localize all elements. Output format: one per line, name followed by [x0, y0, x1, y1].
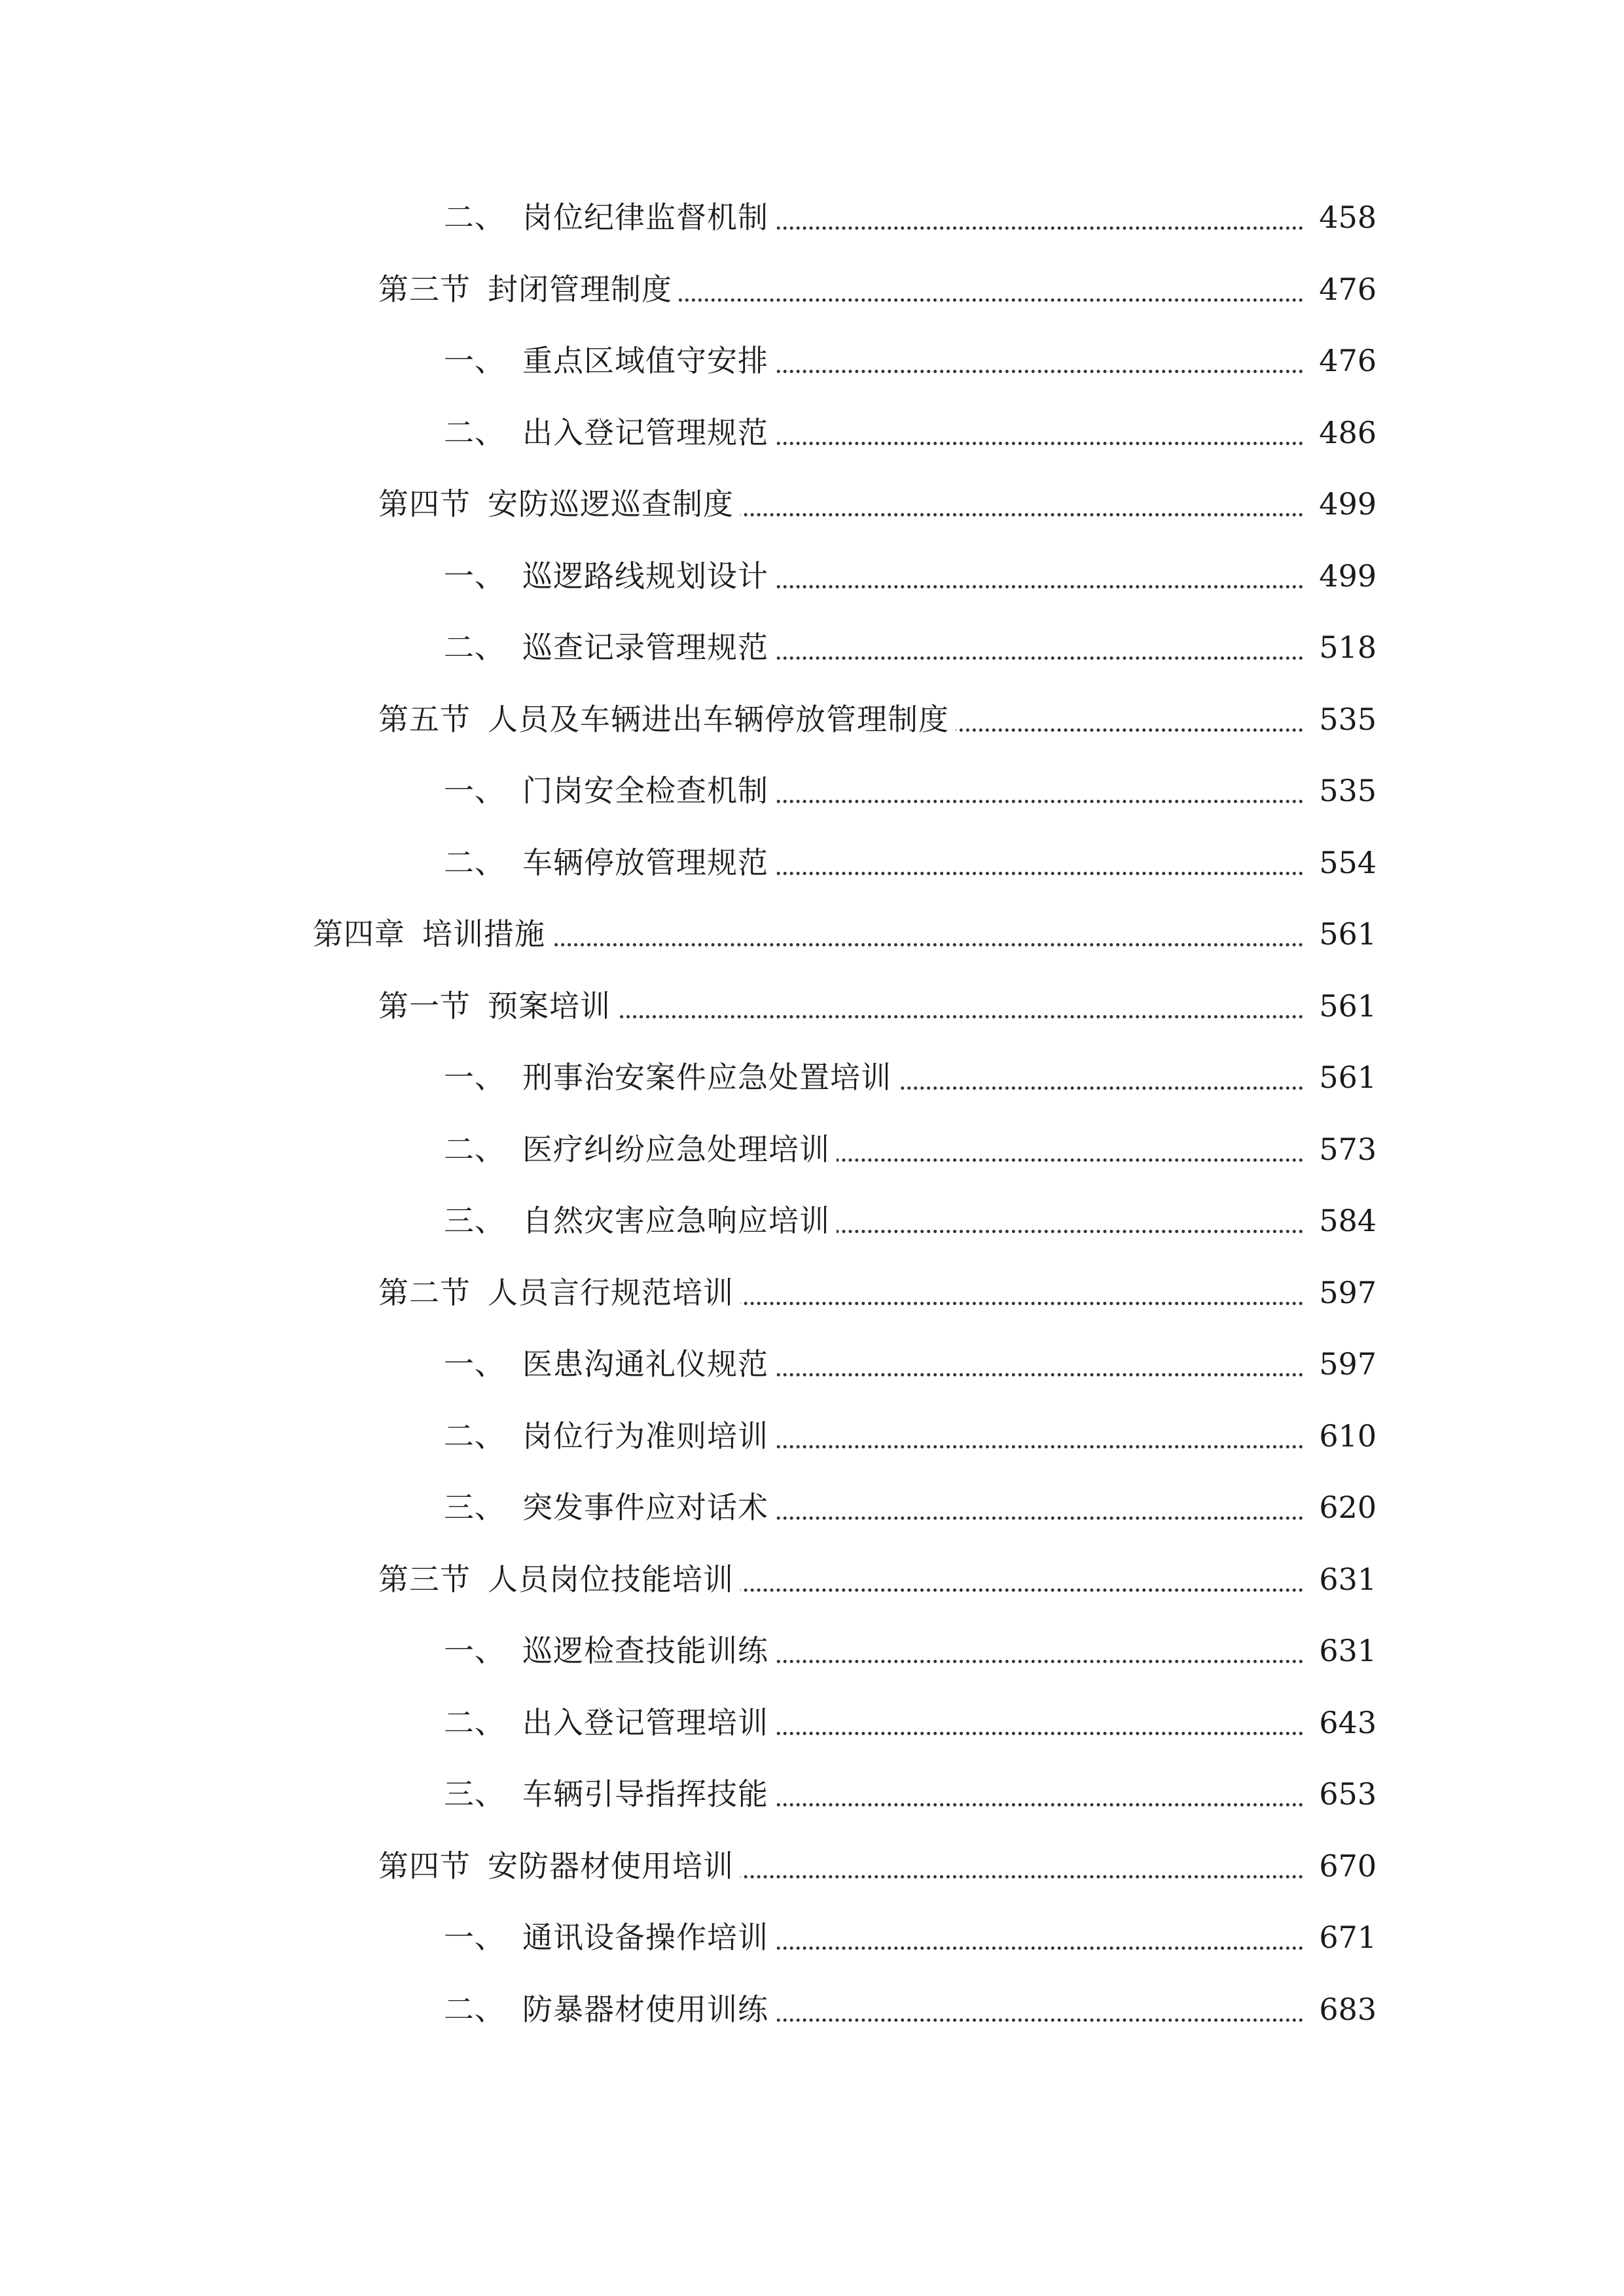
entry-title: 人员言行规范培训: [488, 1275, 734, 1310]
toc-entry[interactable]: [0, 1696, 1624, 1749]
entry-number: 第五节: [378, 702, 471, 737]
entry-number: 第三节: [378, 1562, 471, 1597]
toc-entry[interactable]: [0, 478, 1624, 530]
entry-title: 自然灾害应急响应培训: [522, 1203, 830, 1238]
entry-number: 三、: [444, 1490, 505, 1525]
entry-number: 一、: [444, 1346, 505, 1382]
entry-title: 出入登记管理规范: [522, 415, 768, 450]
entry-title: 安防器材使用培训: [488, 1848, 734, 1884]
entry-page-number: 643: [1305, 1696, 1377, 1749]
entry-title: 安防巡逻巡查制度: [488, 486, 734, 522]
entry-page-number: 620: [1305, 1481, 1377, 1534]
entry-page-number: 631: [1305, 1553, 1377, 1605]
entry-page-number: 653: [1305, 1768, 1377, 1820]
entry-title: 医患沟通礼仪规范: [522, 1346, 768, 1382]
entry-text: [444, 1338, 775, 1390]
toc-entry[interactable]: [0, 1266, 1624, 1319]
entry-title: 岗位行为准则培训: [522, 1418, 768, 1454]
entry-text: [444, 764, 775, 817]
entry-text: [444, 1194, 837, 1247]
toc-entry[interactable]: [0, 1410, 1624, 1462]
entry-page-number: 561: [1305, 908, 1377, 960]
entry-page-number: 554: [1305, 836, 1377, 889]
entry-number: 第四章: [313, 916, 405, 952]
entry-number: 二、: [444, 1705, 505, 1740]
entry-page-number: 671: [1305, 1911, 1377, 1964]
entry-number: 三、: [444, 1203, 505, 1238]
entry-number: 二、: [444, 1132, 505, 1167]
entry-title: 巡逻检查技能训练: [522, 1633, 768, 1668]
entry-text: [444, 1768, 775, 1820]
entry-number: 一、: [444, 1060, 505, 1095]
entry-text: [444, 1911, 775, 1964]
entry-number: 二、: [444, 200, 505, 235]
entry-title: 预案培训: [488, 988, 611, 1024]
toc-entry[interactable]: [0, 1338, 1624, 1390]
entry-page-number: 561: [1305, 1051, 1377, 1103]
entry-title: 培训措施: [422, 916, 545, 952]
entry-number: 二、: [444, 845, 505, 880]
toc-entry[interactable]: [0, 764, 1624, 817]
entry-text: [444, 334, 775, 387]
entry-text: [444, 1696, 775, 1749]
toc-entry[interactable]: [0, 621, 1624, 673]
entry-title: 出入登记管理培训: [522, 1705, 768, 1740]
entry-text: [313, 908, 552, 960]
entry-title: 人员及车辆进出车辆停放管理制度: [488, 702, 949, 737]
entry-text: [444, 836, 775, 889]
entry-text: [378, 478, 740, 530]
toc-entry[interactable]: [0, 1553, 1624, 1605]
entry-number: 一、: [444, 1633, 505, 1668]
entry-page-number: 535: [1305, 693, 1377, 745]
entry-text: [378, 263, 679, 315]
entry-page-number: 535: [1305, 764, 1377, 817]
entry-text: [444, 1983, 775, 2036]
entry-number: 一、: [444, 343, 505, 378]
entry-text: [378, 980, 617, 1032]
entry-title: 人员岗位技能培训: [488, 1562, 734, 1597]
entry-number: 二、: [444, 630, 505, 665]
entry-number: 二、: [444, 1992, 505, 2027]
entry-text: [444, 621, 775, 673]
entry-title: 门岗安全检查机制: [522, 773, 768, 808]
entry-page-number: 584: [1305, 1194, 1377, 1247]
entry-page-number: 610: [1305, 1410, 1377, 1462]
entry-text: [444, 191, 775, 243]
entry-number: 一、: [444, 773, 505, 808]
entry-number: 一、: [444, 558, 505, 594]
entry-number: 二、: [444, 415, 505, 450]
entry-title: 通讯设备操作培训: [522, 1920, 768, 1955]
entry-title: 巡逻路线规划设计: [522, 558, 768, 594]
entry-page-number: 561: [1305, 980, 1377, 1032]
entry-text: [378, 1840, 740, 1892]
entry-text: [444, 1410, 775, 1462]
entry-page-number: 476: [1305, 263, 1377, 315]
entry-text: [444, 1051, 898, 1103]
toc-entry[interactable]: [0, 1194, 1624, 1247]
entry-page-number: 631: [1305, 1624, 1377, 1677]
entry-number: 第四节: [378, 486, 471, 522]
toc-entry[interactable]: [0, 1481, 1624, 1534]
entry-number: 第四节: [378, 1848, 471, 1884]
toc-entry[interactable]: [0, 191, 1624, 243]
entry-page-number: 683: [1305, 1983, 1377, 2036]
entry-title: 封闭管理制度: [488, 272, 672, 307]
toc-entry[interactable]: [0, 1983, 1624, 2036]
entry-page-number: 597: [1305, 1338, 1377, 1390]
toc-entry[interactable]: [0, 980, 1624, 1032]
entry-text: [444, 406, 775, 459]
toc-entry[interactable]: [0, 1624, 1624, 1677]
entry-text: [444, 550, 775, 602]
toc-entry[interactable]: [0, 1051, 1624, 1103]
entry-page-number: 499: [1305, 478, 1377, 530]
entry-number: 三、: [444, 1776, 505, 1812]
entry-text: [378, 1266, 740, 1319]
entry-number: 第三节: [378, 272, 471, 307]
entry-page-number: 597: [1305, 1266, 1377, 1319]
entry-page-number: 486: [1305, 406, 1377, 459]
entry-number: 第一节: [378, 988, 471, 1024]
toc-entry[interactable]: [0, 406, 1624, 459]
toc-entry[interactable]: [0, 908, 1624, 960]
toc-entry[interactable]: [0, 1123, 1624, 1175]
entry-text: [378, 1553, 740, 1605]
entry-title: 车辆引导指挥技能: [522, 1776, 768, 1812]
entry-title: 刑事治安案件应急处置培训: [522, 1060, 892, 1095]
entry-number: 二、: [444, 1418, 505, 1454]
toc-entry[interactable]: [0, 836, 1624, 889]
entry-text: [378, 693, 956, 745]
entry-text: [444, 1481, 775, 1534]
entry-title: 医疗纠纷应急处理培训: [522, 1132, 830, 1167]
entry-title: 突发事件应对话术: [522, 1490, 768, 1525]
entry-page-number: 499: [1305, 550, 1377, 602]
toc-entry[interactable]: [0, 1840, 1624, 1892]
entry-title: 防暴器材使用训练: [522, 1992, 768, 2027]
entry-page-number: 573: [1305, 1123, 1377, 1175]
entry-title: 巡查记录管理规范: [522, 630, 768, 665]
toc-entry[interactable]: [0, 1911, 1624, 1964]
entry-title: 岗位纪律监督机制: [522, 200, 768, 235]
toc-entry[interactable]: [0, 693, 1624, 745]
toc-entry[interactable]: [0, 1768, 1624, 1820]
entry-text: [444, 1624, 775, 1677]
entry-number: 一、: [444, 1920, 505, 1955]
toc-entry[interactable]: [0, 263, 1624, 315]
entry-page-number: 670: [1305, 1840, 1377, 1892]
entry-title: 重点区域值守安排: [522, 343, 768, 378]
entry-page-number: 476: [1305, 334, 1377, 387]
entry-page-number: 518: [1305, 621, 1377, 673]
entry-text: [444, 1123, 837, 1175]
toc-entry[interactable]: [0, 550, 1624, 602]
entry-number: 第二节: [378, 1275, 471, 1310]
entry-title: 车辆停放管理规范: [522, 845, 768, 880]
entry-page-number: 458: [1305, 191, 1377, 243]
toc-entry[interactable]: [0, 334, 1624, 387]
